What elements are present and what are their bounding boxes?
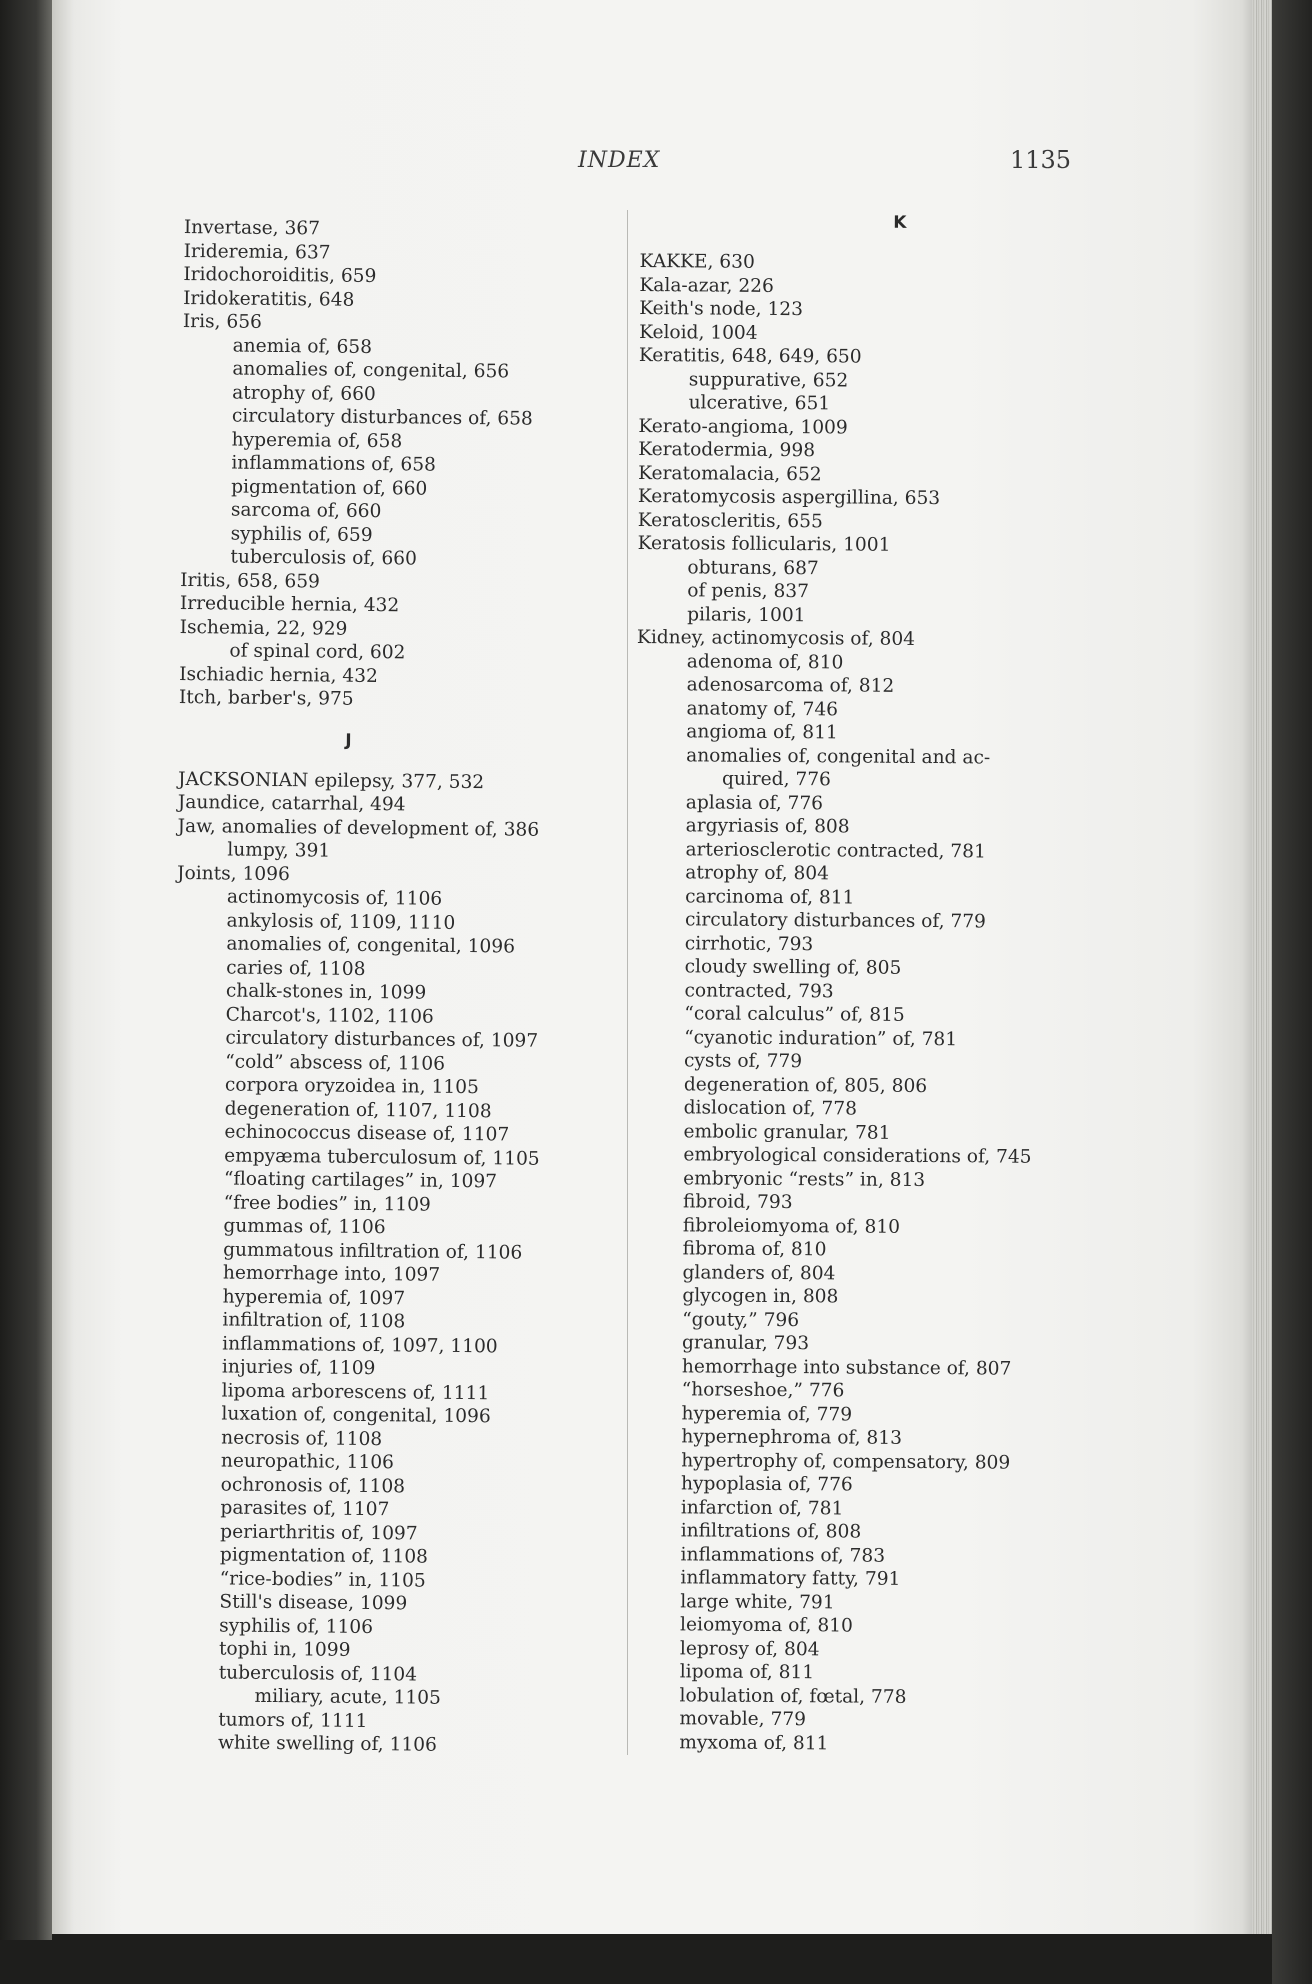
- index-subentry: hyperemia of, 658: [231, 429, 403, 452]
- index-subentry: embryonic “rests” in, 813: [683, 1167, 926, 1191]
- index-subentry: obturans, 687: [687, 556, 819, 579]
- index-subentry: lumpy, 391: [227, 839, 331, 862]
- index-subentry: of penis, 837: [687, 580, 810, 603]
- section-letter: J: [345, 730, 352, 751]
- index-subentry: ochronosis of, 1108: [220, 1473, 406, 1497]
- index-subentry: degeneration of, 1107, 1108: [224, 1097, 492, 1122]
- index-subentry: anatomy of, 746: [686, 697, 839, 720]
- index-subentry: syphilis of, 659: [230, 523, 373, 546]
- index-entry: Kala-azar, 226: [639, 274, 774, 297]
- index-entry: Ischiadic hernia, 432: [179, 663, 378, 687]
- index-subentry: Charcot's, 1102, 1106: [225, 1003, 434, 1028]
- index-subentry: fibroid, 793: [682, 1191, 793, 1214]
- index-entry: Iridokeratitis, 648: [183, 287, 355, 311]
- index-entry: Iritis, 658, 659: [180, 569, 321, 592]
- index-entry: Irreducible hernia, 432: [179, 592, 400, 617]
- index-subentry: “free bodies” in, 1109: [223, 1191, 431, 1216]
- running-head: INDEX: [578, 148, 661, 173]
- index-subentry: lipoma of, 811: [679, 1661, 815, 1684]
- index-subentry: “horseshoe,” 776: [681, 1379, 845, 1402]
- index-column-right: [629, 204, 1100, 1757]
- index-subentry: inflammations of, 1097, 1100: [222, 1332, 498, 1357]
- index-subentry: injuries of, 1109: [221, 1356, 376, 1380]
- index-entry: Keratodermia, 998: [638, 438, 816, 462]
- index-entry: Keratomycosis aspergillina, 653: [637, 485, 941, 510]
- index-subentry: myxoma of, 811: [679, 1731, 829, 1754]
- index-entry: KAKKE, 630: [639, 250, 755, 273]
- index-subentry: sarcoma of, 660: [230, 499, 382, 523]
- index-subentry: anomalies of, congenital, 656: [232, 358, 510, 383]
- page-number: 1135: [1010, 146, 1072, 174]
- index-subentry: luxation of, congenital, 1096: [221, 1403, 491, 1428]
- index-subentry: carcinoma of, 811: [685, 885, 855, 909]
- index-subentry: anemia of, 658: [232, 335, 373, 358]
- index-entry: Joints, 1096: [177, 862, 290, 885]
- index-subentry: tuberculosis of, 1104: [218, 1661, 418, 1686]
- index-subentry: glycogen in, 808: [682, 1285, 839, 1308]
- index-entry: Irideremia, 637: [183, 240, 331, 264]
- index-subentry: “coral calculus” of, 815: [684, 1003, 905, 1026]
- index-entry: Kerato-angioma, 1009: [638, 415, 848, 438]
- index-subentry: hemorrhage into substance of, 807: [681, 1355, 1012, 1380]
- index-subentry: degeneration of, 805, 806: [683, 1073, 928, 1097]
- index-subentry: ulcerative, 651: [688, 392, 831, 415]
- index-page: [52, 0, 1252, 1934]
- index-subentry: lipoma arborescens of, 1111: [221, 1379, 490, 1404]
- index-subentry: adenosarcoma of, 812: [686, 674, 895, 697]
- section-letter: K: [893, 212, 907, 233]
- index-subentry: pilaris, 1001: [687, 603, 806, 626]
- index-subentry: fibroleiomyoma of, 810: [682, 1214, 901, 1238]
- index-entry: Iridochoroiditis, 659: [183, 263, 377, 288]
- index-subentry: circulatory disturbances of, 779: [684, 909, 987, 933]
- index-subentry: cloudy swelling of, 805: [684, 956, 902, 979]
- index-subentry: of spinal cord, 602: [229, 640, 406, 664]
- index-subentry: “cyanotic induration” of, 781: [684, 1026, 958, 1050]
- index-subentry: circulatory disturbances of, 1097: [225, 1027, 539, 1052]
- index-subentry: pigmentation of, 660: [231, 476, 428, 500]
- scan-backdrop: [0, 1930, 1312, 1984]
- index-entry: Keratitis, 648, 649, 650: [638, 344, 862, 368]
- index-entry: Keratoscleritis, 655: [637, 509, 823, 532]
- index-subentry: leprosy of, 804: [679, 1637, 820, 1660]
- index-subentry: inflammations of, 783: [680, 1543, 886, 1567]
- index-subentry: “cold” abscess of, 1106: [225, 1050, 446, 1075]
- index-subentry: adenoma of, 810: [686, 650, 844, 673]
- index-entry: Ischemia, 22, 929: [179, 616, 348, 640]
- index-subentry: “floating cartilages” in, 1097: [223, 1168, 498, 1193]
- index-subentry: tophi in, 1099: [218, 1638, 351, 1661]
- index-subentry: echinococcus disease of, 1107: [224, 1121, 510, 1146]
- index-subentry: “rice-bodies” in, 1105: [219, 1567, 426, 1592]
- index-subentry: white swelling of, 1106: [217, 1732, 437, 1756]
- index-subentry: inflammations of, 658: [231, 452, 437, 476]
- index-subentry: hypertrophy of, compensatory, 809: [681, 1449, 1011, 1474]
- index-subentry: movable, 779: [679, 1708, 807, 1731]
- index-subentry: empyæma tuberculosum of, 1105: [224, 1144, 540, 1170]
- index-subentry: argyriasis of, 808: [685, 815, 850, 838]
- index-subentry: gummas of, 1106: [223, 1215, 386, 1239]
- index-entry: JACKSONIAN epilepsy, 377, 532: [177, 768, 485, 793]
- index-entry: Itch, barber's, 975: [178, 686, 354, 710]
- index-subentry: fibroma of, 810: [682, 1238, 827, 1261]
- index-entry: Kidney, actinomycosis of, 804: [636, 626, 916, 650]
- index-subentry: contracted, 793: [684, 979, 834, 1002]
- index-subentry: aplasia of, 776: [685, 791, 824, 814]
- index-subentry: actinomycosis of, 1106: [226, 886, 443, 910]
- index-subentry: glanders of, 804: [682, 1261, 836, 1284]
- index-entry: Jaundice, catarrhal, 494: [177, 791, 406, 816]
- index-subentry: infiltration of, 1108: [222, 1309, 406, 1333]
- index-subentry: circulatory disturbances of, 658: [231, 405, 533, 430]
- index-subentry: lobulation of, fœtal, 778: [679, 1684, 907, 1708]
- index-subentry: granular, 793: [681, 1332, 810, 1355]
- index-subentry: gummatous infiltration of, 1106: [223, 1238, 523, 1264]
- index-subentry: embryological considerations of, 745: [683, 1144, 1032, 1168]
- index-entry: Keratosis follicularis, 1001: [637, 532, 891, 556]
- index-subentry: hyperemia of, 779: [681, 1402, 853, 1426]
- index-subentry: chalk-stones in, 1099: [225, 980, 427, 1004]
- index-subentry: corpora oryzoidea in, 1105: [224, 1074, 479, 1099]
- index-subentry: hemorrhage into, 1097: [222, 1262, 441, 1286]
- index-subentry: neuropathic, 1106: [220, 1450, 395, 1474]
- index-subentry: quired, 776: [721, 768, 831, 791]
- index-subentry: pigmentation of, 1108: [219, 1544, 429, 1568]
- index-subentry: anomalies of, congenital, 1096: [226, 933, 516, 958]
- index-subentry: arteriosclerotic contracted, 781: [685, 838, 986, 862]
- index-subentry: infarction of, 781: [680, 1496, 844, 1519]
- index-subentry: necrosis of, 1108: [221, 1426, 383, 1450]
- index-subentry: hypoplasia of, 776: [680, 1473, 853, 1496]
- index-subentry: angioma of, 811: [686, 721, 838, 744]
- index-column-left: [168, 216, 644, 1759]
- index-subentry: syphilis of, 1106: [219, 1614, 374, 1638]
- index-entry: Keratomalacia, 652: [638, 462, 822, 485]
- index-subentry: tumors of, 1111: [218, 1708, 368, 1732]
- index-entry: Keloid, 1004: [639, 321, 758, 344]
- index-subentry: dislocation of, 778: [683, 1097, 858, 1120]
- index-subentry: hypernephroma of, 813: [681, 1426, 903, 1449]
- index-entry: Iris, 656: [182, 310, 263, 333]
- index-subentry: ankylosis of, 1109, 1110: [226, 909, 456, 934]
- index-entry: Keith's node, 123: [639, 297, 804, 321]
- index-subentry: atrophy of, 660: [232, 382, 376, 405]
- scan-border-right: [1272, 0, 1312, 1984]
- index-subentry: cysts of, 779: [683, 1050, 803, 1073]
- index-subentry: embolic granular, 781: [683, 1120, 891, 1144]
- index-subentry: Still's disease, 1099: [219, 1591, 408, 1615]
- index-subentry: periarthritis of, 1097: [220, 1520, 418, 1545]
- index-entry: Jaw, anomalies of development of, 386: [177, 815, 540, 841]
- index-subentry: large white, 791: [680, 1590, 835, 1613]
- index-entry: Invertase, 367: [183, 216, 321, 240]
- index-subentry: infiltrations of, 808: [680, 1520, 862, 1543]
- index-subentry: atrophy of, 804: [685, 862, 830, 885]
- index-subentry: suppurative, 652: [688, 368, 849, 391]
- index-subentry: inflammatory fatty, 791: [680, 1567, 901, 1590]
- index-subentry: caries of, 1108: [226, 956, 366, 980]
- index-subentry: cirrhotic, 793: [684, 932, 814, 955]
- index-subentry: miliary, acute, 1105: [254, 1685, 441, 1709]
- index-subentry: “gouty,” 796: [682, 1308, 800, 1331]
- index-subentry: hyperemia of, 1097: [222, 1285, 406, 1309]
- index-subentry: leiomyoma of, 810: [680, 1614, 853, 1637]
- index-subentry: tuberculosis of, 660: [230, 546, 417, 570]
- index-subentry: anomalies of, congenital and ac-: [686, 744, 991, 768]
- facing-page-edge: [0, 0, 52, 1940]
- index-subentry: parasites of, 1107: [220, 1497, 390, 1521]
